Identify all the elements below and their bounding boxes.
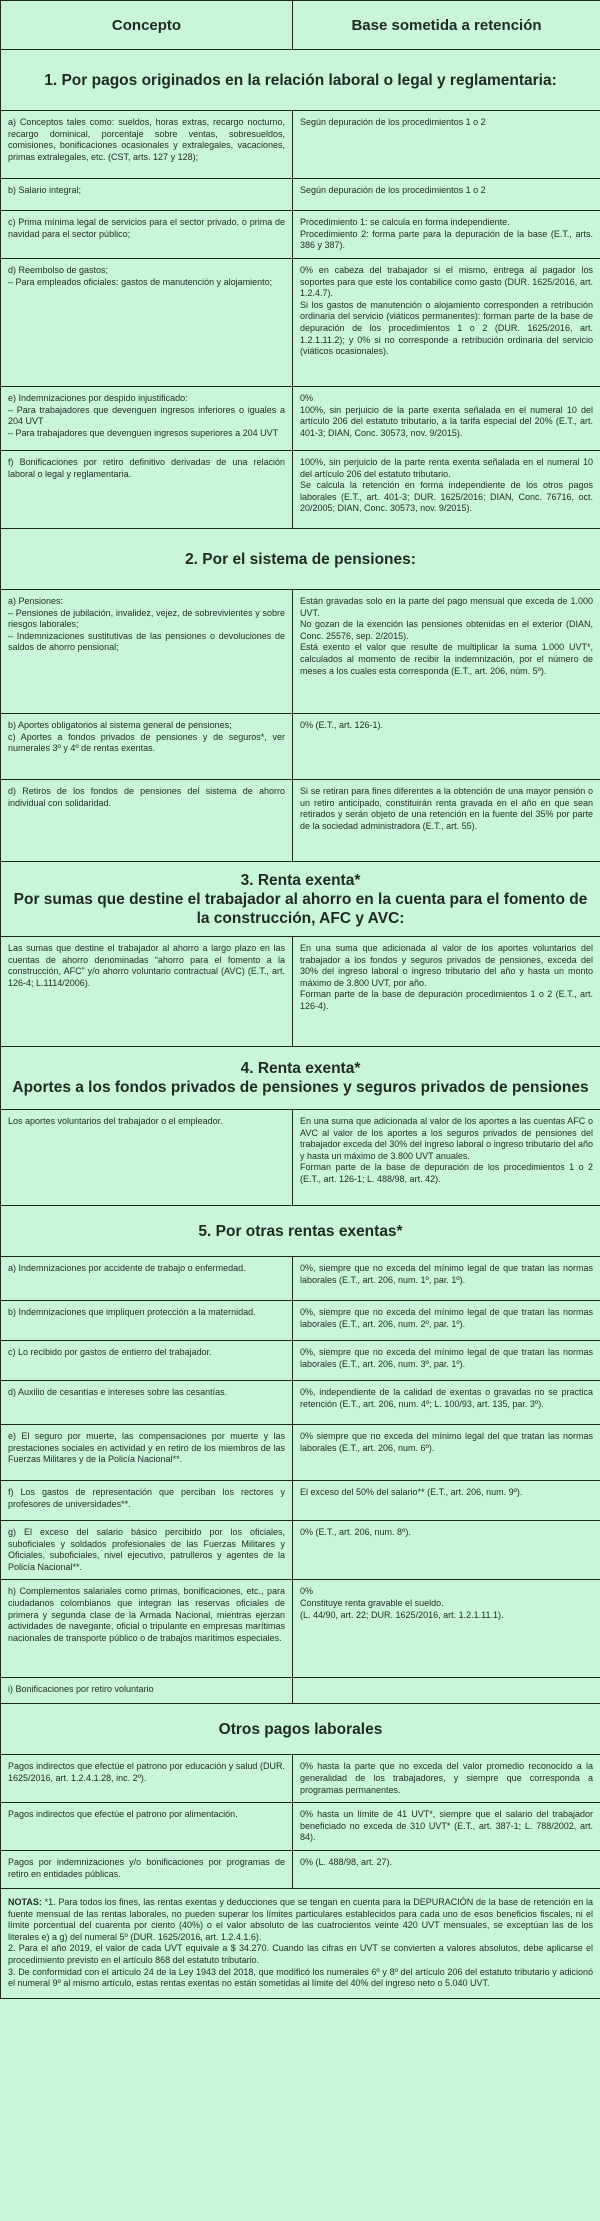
table-row [1,1850,600,1888]
table-row [1,1678,600,1704]
concept-cell [1,1425,293,1481]
concept-line: Los aportes voluntarios del trabajador o el empleador. [8,1116,223,1126]
concept-line: c) Lo recibido por gastos de entierro del trabajador. [8,1347,212,1357]
base-line: No gozan de la exención las pensiones obtenidas en el exterior (DIAN, Conc. 25576, sep. 2/2015). [300,619,593,641]
concept-line: – Pensiones de jubilación, invalidez, vejez, de sobrevivientes y sobre riesgos laborales; [8,607,285,630]
base-cell [293,451,600,529]
notes-row [1,1888,600,1998]
base-cell [293,1678,600,1704]
concept-cell [1,1341,293,1381]
concept-cell [1,1755,293,1803]
concept-line: f) Los gastos de representación que perciban los rectores y profesores de universidades**. [8,1487,285,1509]
base-line: (L. 44/90, art. 22; DUR. 1625/2016, art. 1.2.1.11.1). [300,1609,504,1620]
concept-line: f) Bonificaciones por retiro definitivo derivadas de una relación laboral o legal y reglamentaria. [8,457,285,479]
table-row [1,1257,600,1301]
concept-cell [1,1481,293,1521]
concept-line: – Para trabajadores que devenguen ingresos inferiores o iguales a 204 UVT [8,404,285,427]
section-title-row [1,529,600,590]
base-line: En una suma que adicionada al valor de los aportes a las cuentas AFC o AVC al valor de los aportes a los seguros privados de pensiones del trabajador exceda del 30% del ingreso laboral o ingreso tributario del año y hasta un máximo de 3.800 UVT anuales. [300,1116,593,1161]
table-row [1,179,600,211]
concept-line: e) Indemnizaciones por despido injustificado: [8,393,188,403]
concept-line: b) Indemnizaciones que impliquen protección a la maternidad. [8,1307,256,1317]
concept-line: g) El exceso del salario básico percibido por los oficiales, suboficiales y soldados profesionales de las Fuerzas Militares y Oficiales, suboficiales, nivel ejecutivo, patrulleros y agentes de la Policía Nacional**. [8,1527,285,1572]
concept-line: – Para empleados oficiales: gastos de manutención y alojamiento; [8,276,273,287]
table-row [1,1110,600,1206]
table-row [1,714,600,780]
table-row [1,387,600,451]
base-line: 0% (L. 488/98, art. 27). [300,1856,393,1867]
base-cell [293,1257,600,1301]
table-row [1,590,600,714]
concept-line: d) Retiros de los fondos de pensiones del sistema de ahorro individual con solidaridad. [8,786,285,808]
base-line: 0% hasta la parte que no exceda del valor promedio reconocido a la generalidad de los trabajadores, y siempre que corresponda a programas permanentes. [300,1761,593,1795]
base-line: En una suma que adicionada al valor de los aportes voluntarios del trabajador a los fondos y seguros privados de pensiones, exceda del 30% del ingreso laboral o ingreso tributario del año y hasta un monto máximo de 3.800 UVT, por año. [300,943,593,988]
base-line: 0%, independiente de la calidad de exentas o gravadas no se practica retención (E.T., art. 206, num. 4º; L. 100/93, art. 135, par. 3º). [300,1387,593,1409]
concept-cell [1,1381,293,1425]
table-row [1,451,600,529]
base-line: 0%, siempre que no exceda del mínimo legal de que tratan las normas laborales (E.T., art. 206, num. 3º, par. 1º). [300,1347,593,1369]
table-row [1,1341,600,1381]
table-row [1,1521,600,1580]
section-3-title-line2: Por sumas que destine el trabajador al ahorro en la cuenta para el fomento de la construcción, AFC y AVC: [13,890,588,927]
table-row [1,111,600,179]
base-line: 0% (E.T., art. 126-1). [300,720,384,730]
table-body [1,50,600,1999]
concept-cell [1,1521,293,1580]
base-line: 0% [300,393,314,403]
note-3: 3. De conformidad con el artículo 24 de la Ley 1943 del 2018, que modificó los numerales 6º y 8º del artículo 206 del estatuto tributario y adicionó el numeral 9º al mismo artículo, estas rentas exentas no están sometidas al límite del 40% del ingreso neto o 5.040 UVT. [8,1966,593,1989]
base-line: 0% siempre que no exceda del mínimo legal del que tratan las normas laborales (E.T., art. 206, num. 6º). [300,1431,593,1453]
base-cell [293,387,600,451]
base-cell [293,1110,600,1206]
table-row [1,211,600,259]
table-row [1,1580,600,1678]
base-cell [293,179,600,211]
base-cell [293,1425,600,1481]
base-cell [293,1341,600,1381]
base-line: Según depuración de los procedimientos 1 o 2 [300,185,486,195]
table-row [1,1425,600,1481]
base-line: Está exento el valor que resulte de multiplicar la suma 1.000 UVT*, calculados al momento de recibir la indemnización, por el número de meses a los cuales esta corresponda (E.T., art. 206, núm. 5º). [300,642,593,676]
table-row [1,1481,600,1521]
concept-cell [1,1803,293,1851]
base-line: Si los gastos de manutención o alojamiento corresponden a retribución ordinaria del servicio (viáticos permanentes): forman parte de la base de depuración de los procedimientos 1 o 2 (DUR. 1625/2016, art. 1.2.1.11.2); y 0% si no corresponde a retribución ordinaria del servicio (viáticos ocasionales). [300,299,593,357]
section-1-title: 1. Por pagos originados en la relación laboral o legal y reglamentaria: [1,50,600,111]
base-cell [293,1755,600,1803]
base-line: 0% [300,1586,314,1597]
base-cell [293,1381,600,1425]
base-cell [293,1850,600,1888]
base-cell [293,211,600,259]
table-row [1,937,600,1047]
base-cell [293,1803,600,1851]
concept-cell [1,179,293,211]
concept-line: b) Salario integral; [8,185,82,195]
section-title-row [1,862,600,937]
base-line: Están gravadas solo en la parte del pago mensual que exceda de 1.000 UVT. [300,596,593,618]
concept-line: Pagos indirectos que efectúe el patrono por educación y salud (DUR. 1625/2016, art. 1.2.4.1.28, inc. 2º). [8,1761,285,1783]
concept-line: i) Bonificaciones por retiro voluntario [8,1684,154,1695]
concept-line: – Indemnizaciones sustitutivas de las pensiones o devoluciones de saldos de ahorro pensional; [8,630,285,653]
concept-cell [1,1678,293,1704]
base-cell [293,1580,600,1678]
section-title-row [1,50,600,111]
header-base: Base sometida a retención [293,1,600,50]
base-line: Se calcula la retención en forma independiente de los otros pagos laborales (E.T., art. 401-3; DUR. 1625/2016; DIAN, Conc. 76716, oct. 20/2005; DIAN, Conc. 30573, nov. 9/2015). [300,480,593,514]
section-4-title [1,1047,600,1110]
concept-line: b) Aportes obligatorios al sistema general de pensiones; [8,720,232,730]
base-line: 0%, siempre que no exceda del mínimo legal de que tratan las normas laborales (E.T., art. 206, num. 2º, par. 1º). [300,1307,593,1329]
base-line: Constituye renta gravable el sueldo. [300,1597,444,1608]
concept-line: d) Reembolso de gastos; [8,265,109,275]
base-line: El exceso del 50% del salario** (E.T., art. 206, num. 9º). [300,1487,523,1497]
concept-line: a) Conceptos tales como: sueldos, horas extras, recargo nocturno, recargo dominical, porcentaje sobre ventas, sobresueldos, comisiones, bonificaciones ocasionales y extralegales, vacaciones, primas extralegales, etc. (CST, arts. 127 y 128); [8,117,285,162]
concept-cell [1,1580,293,1678]
concept-cell [1,259,293,387]
base-cell [293,1301,600,1341]
concept-line: d) Auxilio de cesantías e intereses sobre las cesantías. [8,1387,228,1397]
table-row [1,1755,600,1803]
base-cell [293,1481,600,1521]
section-title-row [1,1047,600,1110]
base-line: Procedimiento 1: se calcula en forma independiente. [300,217,510,227]
section-3-title-line1: 3. Renta exenta* [240,871,361,889]
concept-line: a) Pensiones: [8,596,64,606]
concept-line: c) Aportes a fondos privados de pensiones y de seguros*, ver numerales 3º y 4º de rentas exentas. [8,731,285,754]
concept-cell [1,1257,293,1301]
base-cell [293,714,600,780]
concept-cell [1,1301,293,1341]
base-cell [293,590,600,714]
concept-cell [1,937,293,1047]
notes-cell [1,1888,600,1998]
section-2-title: 2. Por el sistema de pensiones: [1,529,600,590]
header-concepto: Concepto [1,1,293,50]
base-line: Forman parte de la base de depuración procedimientos 1 o 2 (E.T., art. 126-4). [300,989,593,1011]
concept-line: a) Indemnizaciones por accidente de trabajo o enfermedad. [8,1263,246,1273]
table-row [1,1381,600,1425]
concept-cell [1,590,293,714]
base-cell [293,780,600,862]
concept-cell [1,1110,293,1206]
base-cell [293,111,600,179]
concept-cell [1,111,293,179]
base-line: Forman parte de la base de depuración de los procedimientos 1 o 2 (E.T., art. 126-1; L. 488/98, art. 42). [300,1162,593,1184]
concept-cell [1,451,293,529]
concept-cell [1,387,293,451]
base-line: 100%, sin perjuicio de la parte exenta señalada en el numeral 10 del artículo 206 del estatuto tributario, a la tarifa especial del 20% (E.T., art. 401-3; DIAN, Conc. 30573, nov. 9/2015). [300,404,593,438]
table-header-row [1,1,600,50]
concept-line: Pagos por indemnizaciones y/o bonificaciones por programas de retiro en entidades públicas. [8,1856,285,1879]
section-4-title-line1: 4. Renta exenta* [240,1060,361,1077]
base-line: Según depuración de los procedimientos 1 o 2 [300,117,486,127]
note-2: 2. Para el año 2019, el valor de cada UVT equivale a $ 34.270. Cuando las cifras en UVT se convierten a valores absolutos, debe aplicarse el procedimiento previsto en el artículo 868 del estatuto tributario. [8,1943,593,1965]
concept-line: Las sumas que destine el trabajador al ahorro a largo plazo en las cuentas de ahorro denominadas “ahorro para el fomento a la construcción, AFC” y/o ahorro voluntario contractual (AVC) (E.T., art. 126-4; L.1114/2006). [8,943,285,988]
section-3-title [1,862,600,937]
concept-cell [1,1850,293,1888]
base-line: 0% hasta un límite de 41 UVT*, siempre que el salario del trabajador beneficiado no exceda de 310 UVT* (E.T., art. 387-1; L. 788/2002, art. 84). [300,1809,593,1843]
concept-cell [1,780,293,862]
base-cell [293,259,600,387]
section-4-title-line2: Aportes a los fondos privados de pensiones y seguros privados de pensiones [12,1079,589,1096]
section-5-title: 5. Por otras rentas exentas* [1,1206,600,1257]
section-6-title: Otros pagos laborales [1,1704,600,1755]
concept-line: e) El seguro por muerte, las compensaciones por muerte y las prestaciones sociales en actividad y en retiro de los miembros de las Fuerzas Militares y de la Policía Nacional**. [8,1431,285,1465]
concept-line: Pagos indirectos que efectúe el patrono por alimentación. [8,1809,238,1820]
base-line: 0% (E.T., art. 206, num. 8º). [300,1527,411,1537]
table-row [1,1301,600,1341]
section-title-row [1,1206,600,1257]
section-title-row [1,1704,600,1755]
note-1: *1. Para todos los fines, las rentas exentas y deducciones que se tengan en cuenta para la DEPURACIÓN de la base de retención en la fuente mensual de las rentas laborales, no pueden superar los límites particulares establecidos para cada uno de esos beneficios fiscales, ni el límite porcentual del cuarenta por ciento (40%) o el valor absoluto de las cuatrocientos veinte 420 UVT mensuales, se exceptúan las de los literales e) a g) del numeral 5º (DUR. 1625/2016, art. 1.2.4.1.6). [8,1896,593,1942]
table-row [1,1803,600,1851]
concept-line: c) Prima mínima legal de servicios para el sector privado, o prima de navidad para el sector público; [8,217,285,239]
notes-label: NOTAS: [8,1896,42,1907]
base-line: 0%, siempre que no exceda del mínimo legal de que tratan las normas laborales (E.T., art. 206, num. 1º, par. 1º). [300,1263,593,1285]
concept-cell [1,714,293,780]
base-line: Procedimiento 2: forma parte para la depuración de la base (E.T., arts. 386 y 387). [300,228,593,251]
concept-cell [1,211,293,259]
table-row [1,780,600,862]
base-cell [293,937,600,1047]
concept-line: – Para trabajadores que devenguen ingresos superiores a 204 UVT [8,427,279,438]
base-line: 0% en cabeza del trabajador si el mismo, entrega al pagador los soportes para que este los contabilice como gasto (DUR. 1625/2016, art. 1.2.4.7). [300,265,593,299]
base-line: Si se retiran para fines diferentes a la obtención de una mayor pensión o un retiro anticipado, constituirán renta gravada en el año en que sean retirados y serán objeto de una retención en la fuente del 35% por parte de la sociedad administradora (E.T., art. 55). [300,786,593,831]
table-row [1,259,600,387]
concept-line: h) Complementos salariales como primas, bonificaciones, etc., para ciudadanos colombianos que integran las reservas oficiales de primera y segunda clase de la Armada Nacional, mientras ejerzan actividades de navegante, oficial o tripulante en empresas marítimas nacionales de transporte público o de trabajos marítimos especiales. [8,1586,285,1643]
base-cell [293,1521,600,1580]
base-line: 100%, sin perjuicio de la parte renta exenta señalada en el numeral 10 del artículo 206 del estatuto tributario. [300,457,593,479]
